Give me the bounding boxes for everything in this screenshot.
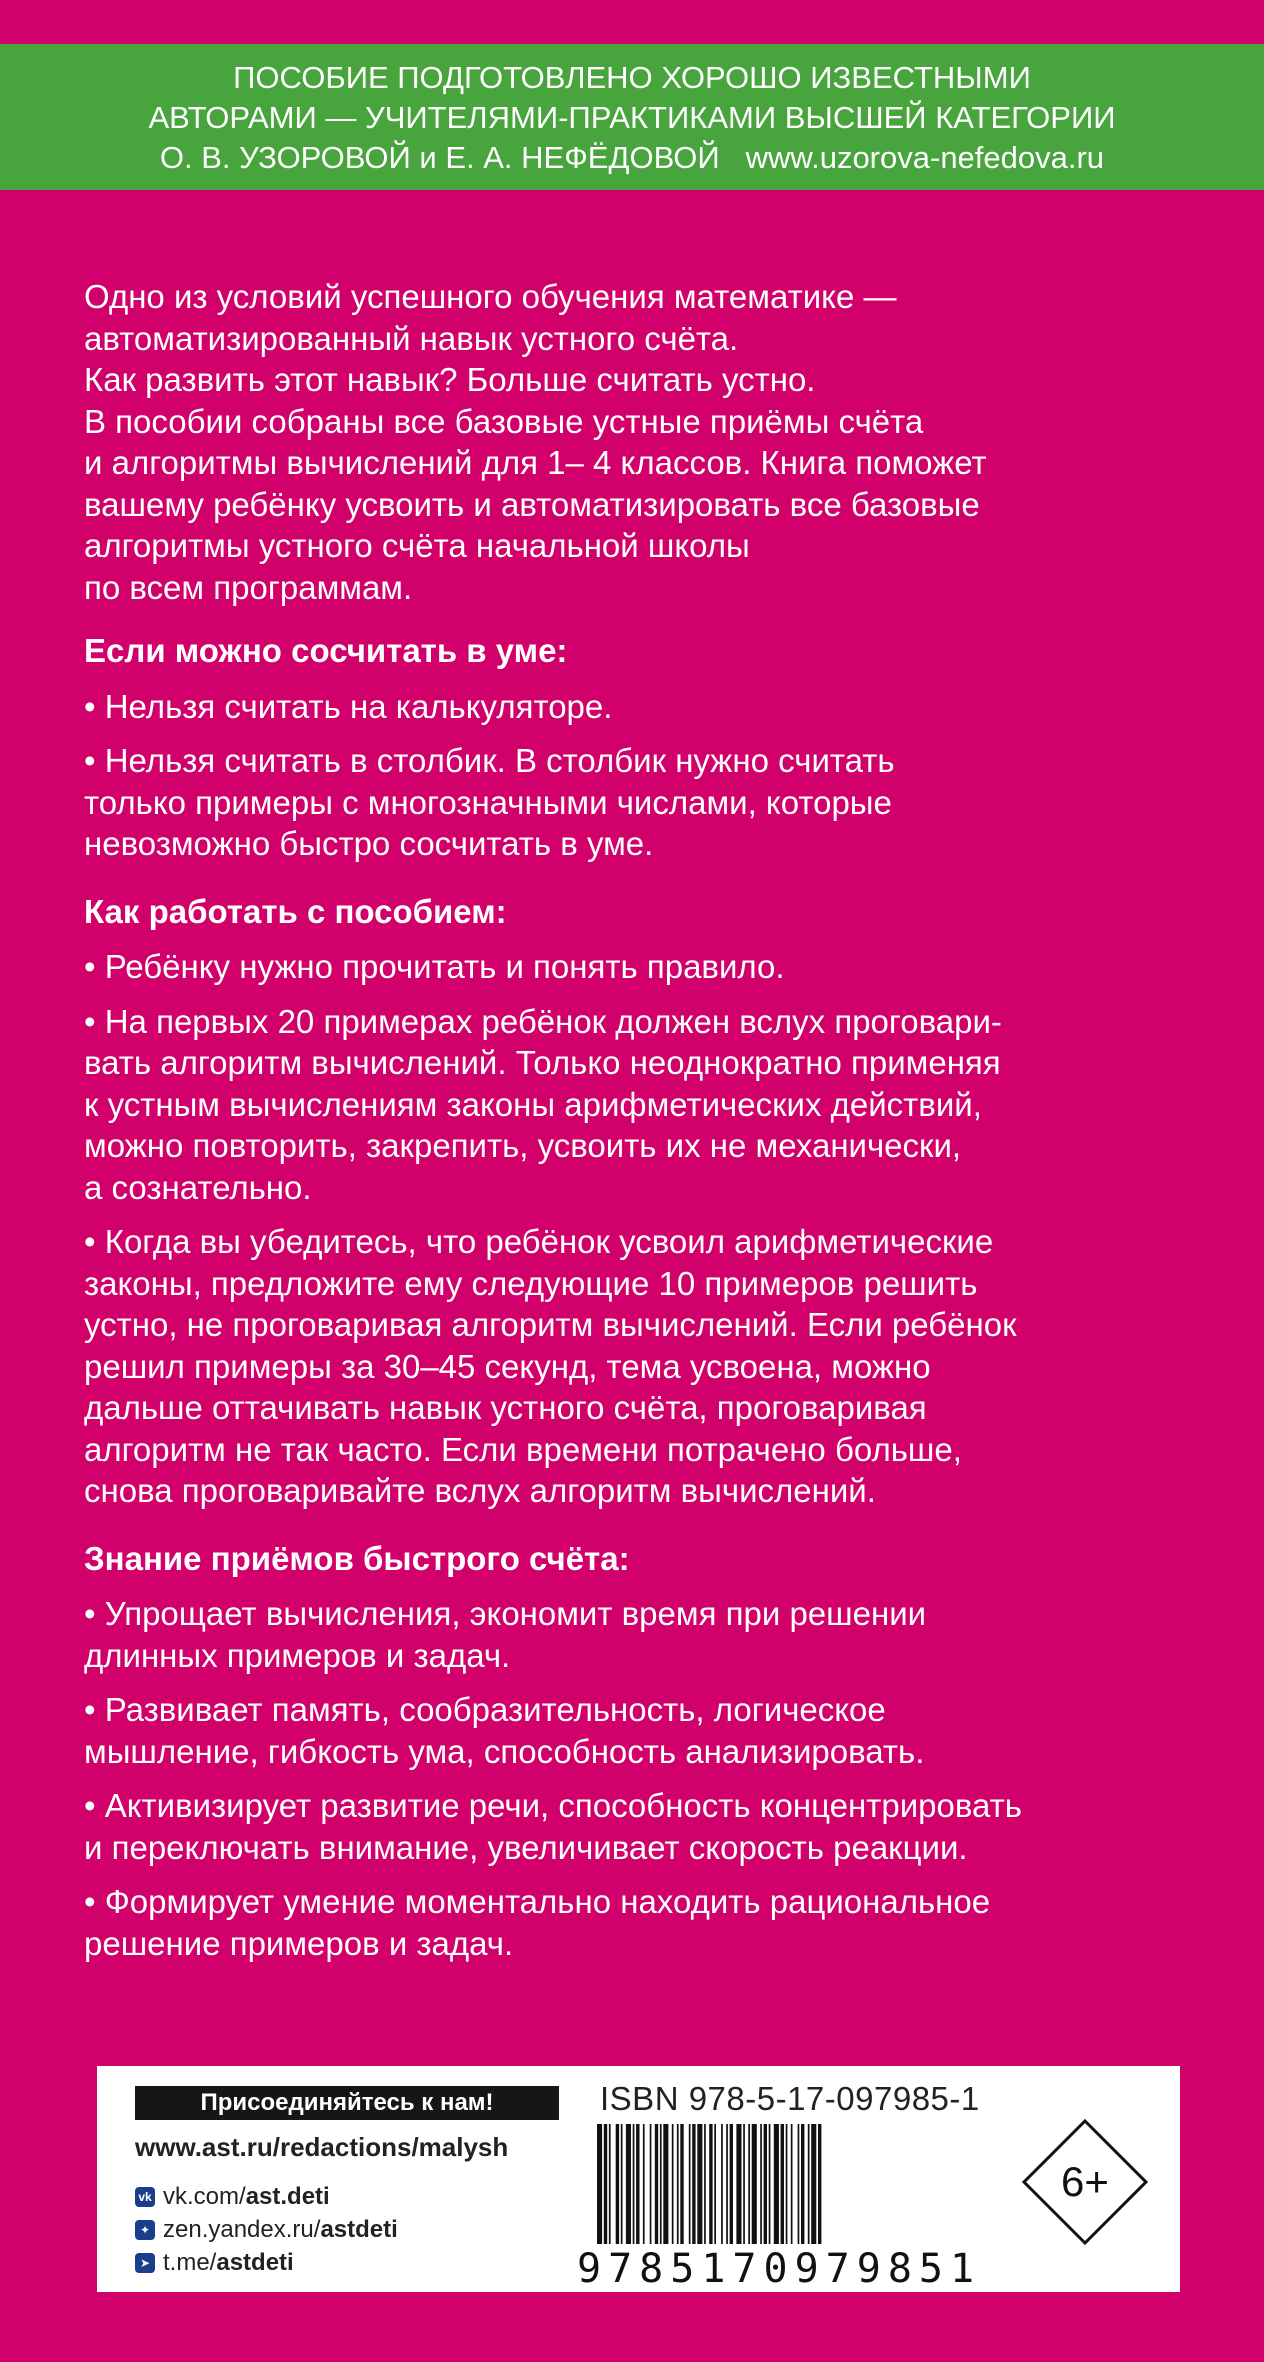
join-us-label: Присоединяйтесь к нам! xyxy=(135,2086,559,2120)
barcode-bar xyxy=(714,2124,716,2244)
vk-name: ast.deti xyxy=(245,2182,330,2210)
bullet-item xyxy=(84,1593,1194,1676)
barcode-digits: 9785170979851 xyxy=(577,2246,982,2292)
bullet-line: а сознательно. xyxy=(84,1168,312,1206)
vk-link[interactable] xyxy=(135,2180,398,2213)
bullet-line: решение примеров и задач. xyxy=(84,1924,514,1962)
banner-line: ПОСОБИЕ ПОДГОТОВЛЕНО ХОРОШО ИЗВЕСТНЫМИ xyxy=(233,60,1031,95)
intro-line: алгоритмы устного счёта начальной школы xyxy=(84,527,750,564)
banner-url[interactable]: www.uzorova-nefedova.ru xyxy=(745,140,1105,175)
bullet-line: • Нельзя считать на калькуляторе. xyxy=(84,687,613,725)
bullet-item xyxy=(84,1881,1194,1964)
author-banner xyxy=(0,44,1264,190)
bullet-line: только примеры с многозначными числами, которые xyxy=(84,783,892,821)
section-heading: Если можно сосчитать в уме: xyxy=(84,632,568,669)
description xyxy=(84,276,1194,1977)
barcode-bar xyxy=(597,2124,602,2244)
barcode-bar xyxy=(643,2124,645,2244)
vk-icon: vk xyxy=(135,2187,155,2207)
bullet-line: мышление, гибкость ума, способность анализировать. xyxy=(84,1732,925,1770)
barcode-bar xyxy=(760,2124,762,2244)
bullet-line: алгоритм не так часто. Если времени потрачено больше, xyxy=(84,1430,962,1468)
barcode-bar xyxy=(692,2124,695,2244)
bullet-line: • Когда вы убедитесь, что ребёнок усвоил арифметические xyxy=(84,1223,994,1260)
publisher-link[interactable]: www.ast.ru/redactions/malysh xyxy=(135,2132,509,2162)
bullet-line: законы, предложите ему следующие 10 примеров решить xyxy=(84,1264,978,1302)
social-links xyxy=(135,2180,398,2279)
intro-line: вашему ребёнку усвоить и автоматизировать все базовые xyxy=(84,485,980,523)
telegram-icon: ➤ xyxy=(135,2253,155,2273)
tg-prefix: t.me/ xyxy=(163,2248,217,2276)
isbn-text: ISBN 978-5-17-097985-1 xyxy=(600,2080,980,2117)
barcode-bar xyxy=(764,2124,767,2244)
bullet-line: решил примеры за 30–45 секунд, тема усвоена, можно xyxy=(84,1347,931,1385)
bullet-line: • Упрощает вычисления, экономит время при решении xyxy=(84,1595,927,1632)
barcode-bar xyxy=(663,2124,668,2244)
barcode-bar xyxy=(650,2124,652,2244)
barcode-bar xyxy=(786,2124,788,2244)
bullet-line: невозможно быстро сосчитать в уме. xyxy=(84,825,654,862)
bullet-line: • Развивает память, сообразительность, логическое xyxy=(84,1691,886,1728)
bullet-line: дальше оттачивать навык устного счёта, проговаривая xyxy=(84,1389,927,1426)
bullet-item xyxy=(84,1785,1194,1868)
zen-link[interactable] xyxy=(135,2213,398,2246)
banner-authors: О. В. УЗОРОВОЙ и Е. А. НЕФЁДОВОЙ xyxy=(159,140,720,175)
barcode-bar xyxy=(748,2124,750,2244)
barcode-bar xyxy=(774,2124,779,2244)
banner-line xyxy=(0,138,1264,178)
barcode-bar xyxy=(781,2124,784,2244)
barcode-bar xyxy=(736,2124,741,2244)
barcode-bar xyxy=(818,2124,821,2244)
bullet-item xyxy=(84,1001,1194,1209)
intro-line: В пособии собраны все базовые устные приёмы счёта xyxy=(84,402,924,440)
bullet-line: и переключать внимание, увеличивает скорость реакции. xyxy=(84,1828,968,1866)
barcode-bar xyxy=(726,2124,728,2244)
barcode-bar xyxy=(811,2124,816,2244)
intro-line: Одно из условий успешного обучения математике — xyxy=(84,278,897,315)
barcode-bar xyxy=(655,2124,658,2244)
banner-line: АВТОРАМИ — УЧИТЕЛЯМИ-ПРАКТИКАМИ ВЫСШЕЙ КАТЕГОРИИ xyxy=(148,100,1116,135)
bullet-item xyxy=(84,1221,1194,1512)
barcode-bar xyxy=(769,2124,771,2244)
barcode-bar xyxy=(660,2124,662,2244)
footer-panel xyxy=(97,2066,1180,2292)
age-rating: 6+ xyxy=(1061,2158,1109,2205)
bullet-item xyxy=(84,1689,1194,1772)
barcode-bar xyxy=(697,2124,702,2244)
intro-line: и алгоритмы вычислений для 1– 4 классов. Книга поможет xyxy=(84,444,987,481)
bullet-line: вать алгоритм вычислений. Только неоднократно применяя xyxy=(84,1044,1001,1081)
tg-name: astdeti xyxy=(216,2248,294,2276)
bullet-item xyxy=(84,946,1194,988)
barcode-bar xyxy=(621,2124,623,2244)
intro-paragraph xyxy=(84,276,1194,608)
bullet-line: снова проговаривайте вслух алгоритм вычислений. xyxy=(84,1472,876,1509)
telegram-link[interactable] xyxy=(135,2246,398,2279)
bullet-line: устно, не проговаривая алгоритм вычислений. Если ребёнок xyxy=(84,1306,1017,1343)
zen-name: astdeti xyxy=(320,2215,398,2243)
barcode-bar xyxy=(798,2124,800,2244)
bullet-line: длинных примеров и задач. xyxy=(84,1636,511,1674)
barcode-bar xyxy=(704,2124,706,2244)
bullet-line: • На первых 20 примерах ребёнок должен вслух проговари- xyxy=(84,1002,1002,1040)
barcode-bar xyxy=(689,2124,691,2244)
bullet-item xyxy=(84,686,1194,728)
bullet-line: • Ребёнку нужно прочитать и понять правило. xyxy=(84,948,785,985)
barcode-bar xyxy=(609,2124,611,2244)
barcode-bar xyxy=(680,2124,683,2244)
vk-prefix: vk.com/ xyxy=(163,2182,246,2210)
intro-line: по всем программам. xyxy=(84,568,413,606)
barcode-bar xyxy=(672,2124,674,2244)
zen-icon: ✦ xyxy=(135,2220,155,2240)
barcode-bar xyxy=(633,2124,635,2244)
section-heading: Как работать с пособием: xyxy=(84,892,507,930)
bullet-item xyxy=(84,740,1194,865)
bullet-line: • Нельзя считать в столбик. В столбик нужно считать xyxy=(84,742,895,779)
barcode-bar xyxy=(743,2124,745,2244)
bullet-line: • Активизирует развитие речи, способность концентрировать xyxy=(84,1787,1022,1824)
bullet-line: можно повторить, закрепить, усвоить их не механически, xyxy=(84,1127,962,1164)
zen-prefix: zen.yandex.ru/ xyxy=(163,2215,321,2243)
bullet-line: к устным вычислениям законы арифметических действий, xyxy=(84,1085,982,1123)
intro-line: автоматизированный навык устного счёта. xyxy=(84,319,739,357)
section-heading: Знание приёмов быстрого счёта: xyxy=(84,1539,630,1577)
barcode-bar xyxy=(721,2124,723,2244)
barcode-bar xyxy=(677,2124,679,2244)
intro-line: Как развить этот навык? Больше считать устно. xyxy=(84,361,816,398)
barcode-bar xyxy=(752,2124,757,2244)
barcode-bar xyxy=(636,2124,639,2244)
barcode-bar xyxy=(808,2124,810,2244)
barcode-bar xyxy=(801,2124,804,2244)
barcode-bar xyxy=(626,2124,631,2244)
bullet-line: • Формирует умение моментально находить рациональное xyxy=(84,1883,991,1920)
barcode-bar xyxy=(709,2124,712,2244)
barcode-bar xyxy=(730,2124,733,2244)
age-rating-badge xyxy=(1021,2118,1149,2246)
barcode-bar xyxy=(604,2124,607,2244)
barcode-bar xyxy=(791,2124,793,2244)
barcode-bar xyxy=(616,2124,619,2244)
barcode xyxy=(597,2124,967,2244)
